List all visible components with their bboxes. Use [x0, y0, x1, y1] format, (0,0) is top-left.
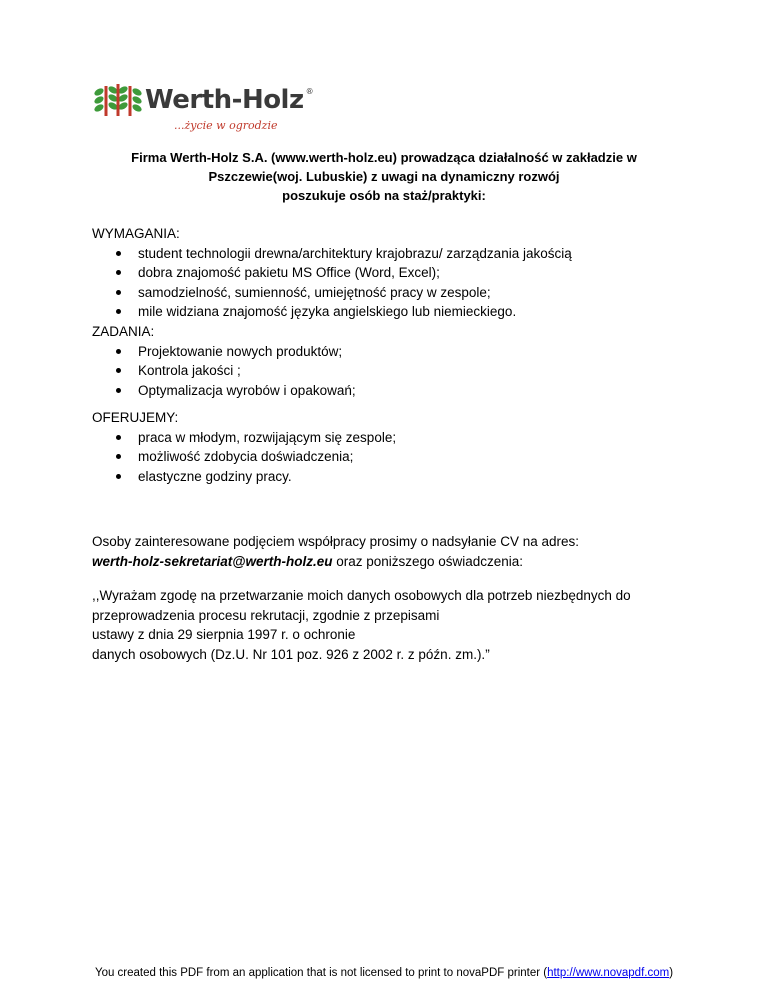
consent-line: danych osobowych (Dz.U. Nr 101 poz. 926 z 2002 r. z późn. zm.).”: [92, 646, 490, 662]
contact-line: werth-holz-sekretariat@werth-holz.eu oraz poniższego oświadczenia:: [92, 553, 524, 569]
bullet-icon: [116, 309, 121, 314]
offer-section: [92, 408, 732, 486]
list-item: student technologii drewna/architektury krajobrazu/ zarządzania jakością: [92, 244, 732, 264]
heading-line: poszukuje osób na staż/praktyki:: [282, 188, 486, 203]
heading-line: Firma Werth-Holz S.A. (www.werth-holz.eu) prowadząca działalność w zakładzie w: [131, 150, 637, 165]
list-item: samodzielność, sumienność, umiejętność pracy w zespole;: [92, 283, 732, 303]
bullet-icon: [116, 251, 121, 256]
list-item: Optymalizacja wyrobów i opakowań;: [92, 381, 732, 401]
bullet-icon: [116, 454, 121, 459]
list-item: Projektowanie nowych produktów;: [92, 342, 732, 362]
offer-list: [92, 428, 732, 487]
consent-line: ustawy z dnia 29 sierpnia 1997 r. o ochronie: [92, 627, 356, 642]
pdf-footer-notice: You created this PDF from an application that is not licensed to print to novaPDF printer (http://www.novapdf.com): [94, 967, 674, 979]
bullet-icon: [116, 368, 121, 373]
logo-tagline: ...życie w ogrodzie: [174, 119, 278, 132]
list-item: możliwość zdobycia doświadczenia;: [92, 447, 732, 467]
section-title: OFERUJEMY:: [92, 410, 179, 425]
consent-line: ,,Wyrażam zgodę na przetwarzanie moich danych osobowych dla potrzeb niezbędnych do: [92, 588, 631, 603]
tasks-list: [92, 342, 732, 401]
contact-line: Osoby zainteresowane podjęciem współpracy prosimy o nadsyłanie CV na adres:: [92, 534, 579, 549]
list-item: dobra znajomość pakietu MS Office (Word, Excel);: [92, 263, 732, 283]
bullet-icon: [116, 474, 121, 479]
section-title: WYMAGANIA:: [92, 226, 180, 241]
requirements-section: [92, 224, 732, 322]
bullet-icon: [116, 435, 121, 440]
list-item: elastyczne godziny pracy.: [92, 467, 732, 487]
bullet-icon: [116, 290, 121, 295]
heading-line: Pszczewie(woj. Lubuskie) z uwagi na dynamiczny rozwój: [208, 169, 560, 184]
announcement-heading: [88, 148, 680, 205]
bullet-icon: [116, 270, 121, 275]
section-title: ZADANIA:: [92, 324, 155, 339]
bullet-icon: [116, 349, 121, 354]
bullet-icon: [116, 388, 121, 393]
contact-paragraph: [92, 532, 712, 571]
list-item: mile widziana znajomość języka angielskiego lub niemieckiego.: [92, 302, 732, 322]
logo-wordmark: Werth-Holz ®: [145, 85, 314, 115]
consent-line: przeprowadzenia procesu rekrutacji, zgodnie z przepisami: [92, 607, 440, 623]
tasks-section: [92, 322, 732, 400]
contact-email: werth-holz-sekretariat@werth-holz.eu: [92, 553, 333, 569]
list-item: praca w młodym, rozwijającym się zespole;: [92, 428, 732, 448]
tree-leaves-icon: [92, 82, 144, 122]
requirements-list: [92, 244, 732, 322]
company-logo: [92, 82, 314, 134]
novapdf-link[interactable]: http://www.novapdf.com: [547, 967, 670, 979]
consent-statement: [92, 586, 692, 664]
list-item: Kontrola jakości ;: [92, 361, 732, 381]
